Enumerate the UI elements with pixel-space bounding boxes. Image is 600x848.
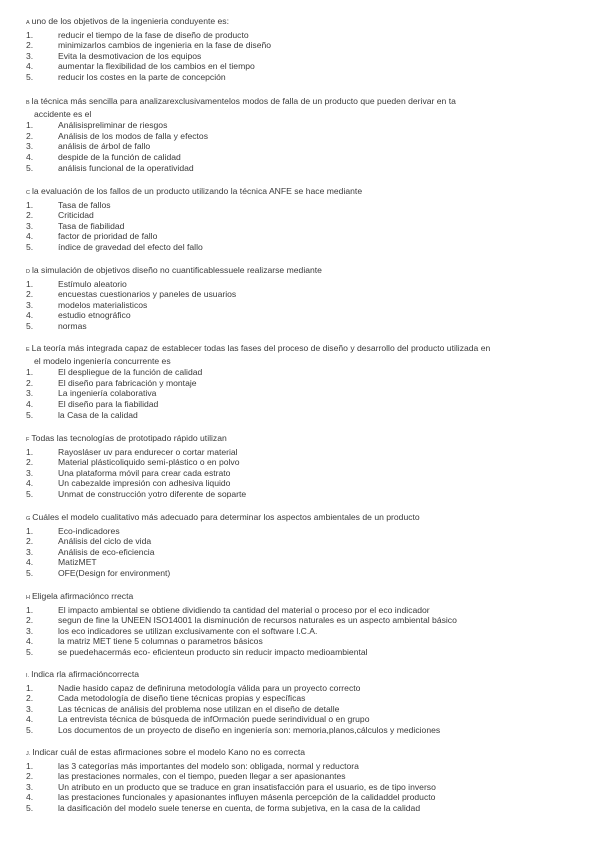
option-text: Material plásticoliquido semi-plástico o en polvo	[58, 457, 240, 468]
option-number: 2.	[26, 771, 34, 782]
option-3[interactable]	[26, 782, 546, 793]
option-text: estudio etnográfico	[58, 310, 131, 321]
option-1[interactable]	[26, 367, 546, 378]
option-1[interactable]	[26, 761, 546, 772]
option-number: 5.	[26, 162, 34, 173]
option-4[interactable]	[26, 61, 546, 72]
option-3[interactable]	[26, 221, 546, 232]
option-number: 5.	[26, 488, 34, 499]
question-label: J.	[26, 751, 31, 757]
option-5[interactable]	[26, 321, 546, 332]
option-1[interactable]	[26, 30, 546, 41]
option-number: 3.	[26, 299, 34, 310]
option-list	[26, 447, 546, 500]
option-4[interactable]	[26, 152, 546, 163]
option-number: 3.	[26, 388, 34, 399]
option-text: aumentar la flexibilidad de los cambios en el tiempo	[58, 61, 255, 72]
option-text: reducir los costes en la parte de concepción	[58, 71, 226, 82]
option-5[interactable]	[26, 568, 546, 579]
option-number: 4.	[26, 398, 34, 409]
option-number: 2.	[26, 130, 34, 141]
option-text: Tasa de fallos	[58, 199, 111, 210]
option-1[interactable]	[26, 447, 546, 458]
option-text: segun de fine la UNEEN ISO14001 la disminución de recursos naturales es un aspecto ambiental básico	[58, 615, 457, 626]
question-i	[26, 669, 546, 736]
option-text: la matriz MET tiene 5 columnas o parametros básicos	[58, 636, 263, 647]
question-stem: la evaluación de los fallos de un producto utilizando la técnica ANFE se hace mediante	[31, 186, 363, 196]
option-number: 3.	[26, 781, 34, 792]
question-b	[26, 96, 546, 173]
option-text: modelos materialisticos	[58, 299, 148, 310]
option-text: Un cabezalde impresión con adhesiva liquido	[58, 478, 231, 489]
option-text: El impacto ambiental se obtiene dividiendo ta cantidad del material o proceso por el eco indicador	[58, 604, 430, 615]
option-text: Unmat de construcción yotro diferente de soparte	[58, 488, 247, 499]
option-number: 3.	[26, 220, 34, 231]
option-text: índice de gravedad del efecto del fallo	[58, 241, 203, 252]
option-text: la dasificación del modelo suele tenerse en cuenta, de forma subjetiva, en la casa de la calidad	[58, 802, 421, 813]
option-number: 3.	[26, 546, 34, 557]
option-number: 4.	[26, 792, 34, 803]
option-number: 3.	[26, 50, 34, 61]
question-label: C	[26, 190, 30, 196]
option-5[interactable]	[26, 725, 546, 736]
option-text: encuestas cuestionarios y paneles de usuarios	[58, 289, 237, 300]
option-text: Los documentos de un proyecto de diseño en ingeniería son: memoria,planos,cálculos y mediciones	[58, 724, 441, 735]
option-number: 3.	[26, 625, 34, 636]
option-text: Una plataforma móvil para crear cada estrato	[58, 467, 231, 478]
option-number: 1.	[26, 682, 34, 693]
option-text: Rayosláser uv para endurecer o cortar material	[58, 446, 238, 457]
option-text: La ingeniería colaborativa	[58, 388, 157, 399]
question-text	[26, 512, 546, 525]
option-number: 1.	[26, 760, 34, 771]
option-text: los eco indicadores se utilizan exclusivamente con el software l.C.A.	[58, 625, 318, 636]
question-stem-continuation: accidente es el	[34, 108, 92, 119]
option-number: 1.	[26, 120, 34, 131]
option-text: Criticidad	[58, 210, 94, 221]
question-h	[26, 591, 546, 658]
question-stem: Cuáles el modelo cualitativo más adecuado para determinar los aspectos ambientales de un producto	[32, 512, 420, 522]
option-list	[26, 120, 546, 173]
option-text: Nadie hasido capaz de definiruna metodología válida para un proyecto correcto	[58, 682, 361, 693]
option-number: 5.	[26, 646, 34, 657]
option-number: 2.	[26, 536, 34, 547]
question-label: H	[26, 595, 30, 601]
question-f	[26, 433, 546, 500]
option-number: 2.	[26, 615, 34, 626]
option-4[interactable]	[26, 714, 546, 725]
option-text: Eco-indicadores	[58, 525, 120, 536]
option-number: 5.	[26, 567, 34, 578]
option-list	[26, 605, 546, 658]
question-text	[26, 16, 546, 29]
option-text: las prestaciones normales, con el tiempo, pueden llegar a ser apasionantes	[58, 771, 346, 782]
option-text: despide de la función de calidad	[58, 151, 181, 162]
option-text: El diseño para la fiabilidad	[58, 398, 159, 409]
option-text: análisis de árbol de fallo	[58, 141, 151, 152]
option-5[interactable]	[26, 242, 546, 253]
option-text: se puedehacermás eco- eficienteun producto sin reducir impacto medioambiental	[58, 646, 368, 657]
option-number: 2.	[26, 377, 34, 388]
option-text: Estímulo aleatorio	[58, 278, 127, 289]
option-4[interactable]	[26, 478, 546, 489]
option-list	[26, 683, 546, 736]
question-stem: Indica rla afirmacióncorrecta	[31, 669, 140, 679]
option-4[interactable]	[26, 310, 546, 321]
option-text: normas	[58, 320, 87, 331]
option-number: 3.	[26, 467, 34, 478]
option-number: 5.	[26, 71, 34, 82]
question-label: D	[26, 269, 30, 275]
question-stem: Eligela afirmaciónco rrecta	[31, 591, 134, 601]
option-2[interactable]	[26, 457, 546, 468]
option-number: 5.	[26, 802, 34, 813]
option-number: 3.	[26, 141, 34, 152]
question-text	[26, 96, 546, 119]
option-3[interactable]	[26, 300, 546, 311]
option-1[interactable]	[26, 683, 546, 694]
question-text	[26, 433, 546, 446]
option-1[interactable]	[26, 200, 546, 211]
option-list	[26, 526, 546, 579]
option-3[interactable]	[26, 141, 546, 152]
option-number: 5.	[26, 320, 34, 331]
option-text: Análisis de eco-eficiencia	[58, 546, 155, 557]
option-1[interactable]	[26, 605, 546, 616]
option-2[interactable]	[26, 771, 546, 782]
option-4[interactable]	[26, 399, 546, 410]
option-text: Un atributo en un producto que se traduce en gran insatisfacción para el usuario, es de tipo inverso	[58, 781, 436, 792]
option-text: Análisispreliminar de riesgos	[58, 120, 168, 131]
question-label: E	[26, 347, 30, 353]
option-3[interactable]	[26, 468, 546, 479]
option-text: análisis funcional de la operatividad	[58, 162, 194, 173]
option-2[interactable]	[26, 131, 546, 142]
option-3[interactable]	[26, 51, 546, 62]
option-number: 5.	[26, 409, 34, 420]
option-text: El despliegue de la función de calidad	[58, 367, 203, 378]
option-list	[26, 200, 546, 253]
option-3[interactable]	[26, 626, 546, 637]
option-2[interactable]	[26, 615, 546, 626]
option-number: 1.	[26, 604, 34, 615]
question-text	[26, 591, 546, 604]
question-text	[26, 265, 546, 278]
option-text: las 3 categorías más importantes del modelo son: obligada, normal y reductora	[58, 760, 359, 771]
question-text	[26, 747, 546, 760]
option-number: 5.	[26, 724, 34, 735]
option-text: las prestaciones funcionales y apasionantes influyen másenla percepción de la calidaddel producto	[58, 792, 436, 803]
option-text: factor de prioridad de fallo	[58, 231, 158, 242]
option-text: Tasa de fiabilidad	[58, 220, 125, 231]
question-g	[26, 512, 546, 579]
option-list	[26, 761, 546, 814]
question-text	[26, 669, 546, 682]
question-e	[26, 343, 546, 420]
question-stem: Todas las tecnologías de prototipado rápido utilizan	[31, 433, 227, 443]
question-stem: la simulación de objetivos diseño no cuantificablessuele realizarse mediante	[31, 265, 322, 275]
option-text: OFE(Design for environment)	[58, 567, 171, 578]
option-number: 2.	[26, 693, 34, 704]
option-3[interactable]	[26, 704, 546, 715]
option-number: 4.	[26, 310, 34, 321]
option-list	[26, 279, 546, 332]
option-number: 2.	[26, 289, 34, 300]
question-stem: la técnica más sencilla para analizarexclusivamentelos modos de falla de un producto que pueden derivar en ta	[31, 96, 456, 106]
option-number: 4.	[26, 61, 34, 72]
option-5[interactable]	[26, 489, 546, 500]
option-2[interactable]	[26, 289, 546, 300]
question-j	[26, 747, 546, 814]
option-number: 1.	[26, 367, 34, 378]
option-1[interactable]	[26, 279, 546, 290]
option-number: 1.	[26, 199, 34, 210]
option-1[interactable]	[26, 526, 546, 537]
option-3[interactable]	[26, 547, 546, 558]
question-c	[26, 186, 546, 253]
option-text: El diseño para fabricación y montaje	[58, 377, 197, 388]
option-number: 1.	[26, 29, 34, 40]
question-stem: uno de los objetivos de la ingenieria conduyente es:	[31, 16, 229, 26]
option-number: 4.	[26, 231, 34, 242]
option-4[interactable]	[26, 231, 546, 242]
question-a	[26, 16, 546, 83]
question-stem: Indicar cuál de estas afirmaciones sobre el modelo Kano no es correcta	[32, 747, 306, 757]
option-4[interactable]	[26, 557, 546, 568]
option-text: Las técnicas de análisis del problema nose utilizan en el diseño de detalle	[58, 703, 340, 714]
option-number: 2.	[26, 40, 34, 51]
question-stem-continuation: el modelo ingeniería concurrente es	[34, 355, 171, 366]
option-5[interactable]	[26, 803, 546, 814]
option-2[interactable]	[26, 210, 546, 221]
option-text: Evita la desmotivacion de los equipos	[58, 50, 202, 61]
option-text: MatizMET	[58, 557, 97, 568]
option-number: 4.	[26, 557, 34, 568]
option-5[interactable]	[26, 72, 546, 83]
option-5[interactable]	[26, 647, 546, 658]
option-2[interactable]	[26, 693, 546, 704]
option-1[interactable]	[26, 120, 546, 131]
option-list	[26, 30, 546, 83]
option-list	[26, 367, 546, 420]
option-number: 1.	[26, 278, 34, 289]
question-stem: La teoría más integrada capaz de establecer todas las fases del proceso de diseño y desarrollo del producto utilizada en	[31, 343, 491, 353]
option-3[interactable]	[26, 388, 546, 399]
option-text: Análisis de los modos de falla y efectos	[58, 130, 208, 141]
option-2[interactable]	[26, 40, 546, 51]
question-label: F	[26, 437, 30, 443]
option-4[interactable]	[26, 636, 546, 647]
option-2[interactable]	[26, 536, 546, 547]
option-text: La entrevista técnica de búsqueda de infOrmación puede serindividual o en grupo	[58, 714, 370, 725]
option-number: 2.	[26, 457, 34, 468]
question-label: A	[26, 20, 30, 26]
question-label: B	[26, 100, 30, 106]
option-number: 3.	[26, 703, 34, 714]
option-number: 4.	[26, 714, 34, 725]
option-5[interactable]	[26, 410, 546, 421]
question-label: I.	[26, 673, 30, 679]
option-number: 1.	[26, 446, 34, 457]
option-number: 1.	[26, 525, 34, 536]
question-text	[26, 343, 546, 366]
option-text: reducir el tiempo de la fase de diseño de producto	[58, 29, 249, 40]
option-number: 2.	[26, 210, 34, 221]
question-label: G	[26, 516, 31, 522]
option-number: 4.	[26, 151, 34, 162]
option-number: 4.	[26, 636, 34, 647]
option-text: minimizarlos cambios de ingenieria en la fase de diseño	[58, 40, 272, 51]
question-text	[26, 186, 546, 199]
option-text: Cada metodología de diseño tiene técnicas propias y específicas	[58, 693, 306, 704]
question-d	[26, 265, 546, 332]
option-5[interactable]	[26, 163, 546, 174]
option-number: 5.	[26, 241, 34, 252]
option-text: Análisis del ciclo de vida	[58, 536, 152, 547]
option-4[interactable]	[26, 792, 546, 803]
option-number: 4.	[26, 478, 34, 489]
option-text: la Casa de la calidad	[58, 409, 138, 420]
option-2[interactable]	[26, 378, 546, 389]
